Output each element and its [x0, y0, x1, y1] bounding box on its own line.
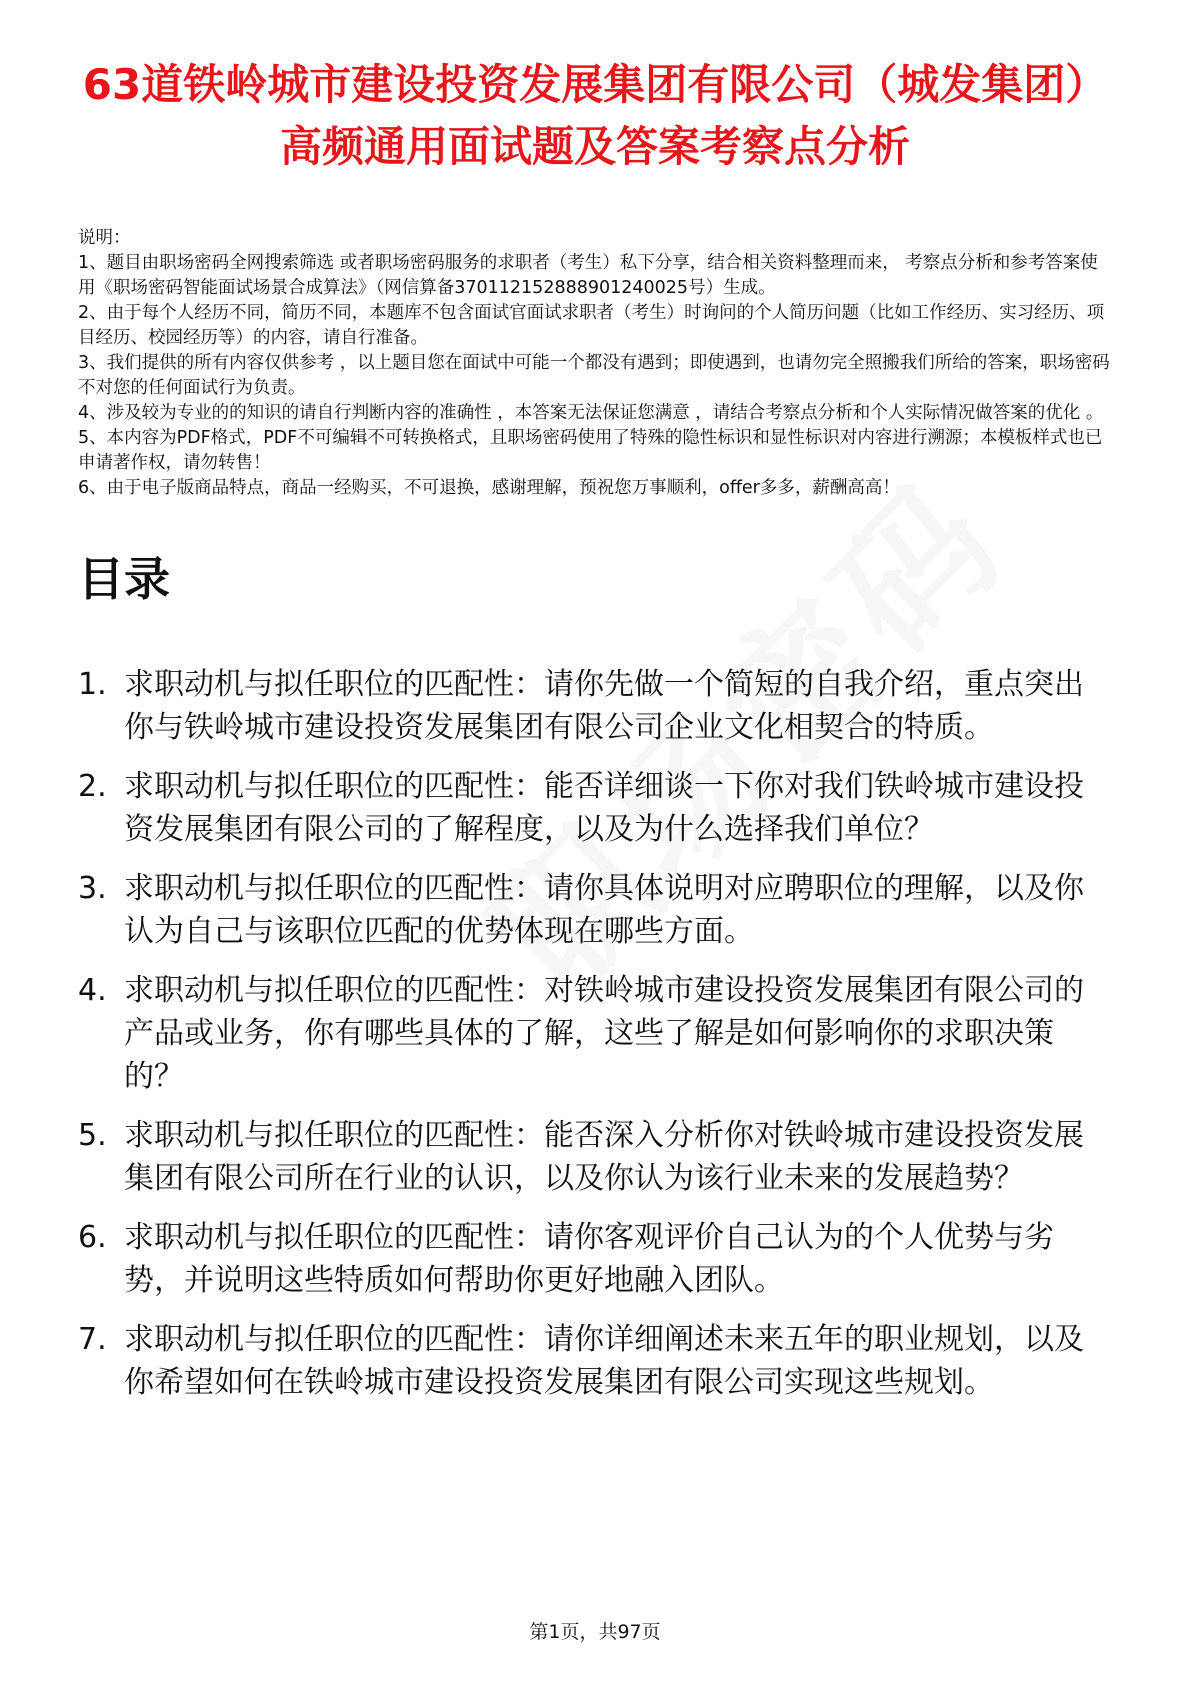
- note-item: 3、我们提供的所有内容仅供参考 ，以上题目您在面试中可能一个都没有遇到；即使遇到，也请勿完全照搬我们所给的答案，职场密码不对您的任何面试行为负责。: [78, 353, 1110, 398]
- toc-item[interactable]: [78, 765, 1112, 851]
- note-item: 2、由于每个人经历不同，简历不同，本题库不包含面试官面试求职者（考生）时询问的个人简历问题（比如工作经历、实习经历、项目经历、校园经历等）的内容，请自行准备。: [78, 303, 1105, 348]
- toc-item-text[interactable]: 求职动机与拟任职位的匹配性：对铁岭城市建设投资发展集团有限公司的产品或业务，你有哪些具体的了解，这些了解是如何影响你的求职决策的？: [124, 973, 1084, 1094]
- toc-item[interactable]: [78, 867, 1112, 953]
- toc-item-text[interactable]: 求职动机与拟任职位的匹配性：请你客观评价自己认为的个人优势与劣势，并说明这些特质如何帮助你更好地融入团队。: [124, 1220, 1054, 1298]
- toc-item-text[interactable]: 求职动机与拟任职位的匹配性：请你具体说明对应聘职位的理解，以及你认为自己与该职位匹配的优势体现在哪些方面。: [124, 871, 1084, 949]
- notes-section: [78, 226, 1112, 501]
- note-item: 4、涉及较为专业的的知识的请自行判断内容的准确性 ，本答案无法保证您满意 ，请结合考察点分析和个人实际情况做答案的优化 。: [78, 403, 1104, 423]
- toc-item-number: 7.: [78, 1322, 107, 1357]
- toc-item-text[interactable]: 求职动机与拟任职位的匹配性：请你先做一个简短的自我介绍，重点突出你与铁岭城市建设投资发展集团有限公司企业文化相契合的特质。: [124, 667, 1084, 745]
- toc-item[interactable]: [78, 1318, 1112, 1404]
- toc-item-number: 1.: [78, 667, 107, 702]
- toc-item-number: 5.: [78, 1118, 107, 1153]
- note-item: 5、本内容为PDF格式，PDF不可编辑不可转换格式，且职场密码使用了特殊的隐性标识和显性标识对内容进行溯源；本模板样式也已申请著作权，请勿转售！: [78, 428, 1103, 473]
- toc-item-number: 2.: [78, 769, 107, 804]
- toc-heading: 目录: [78, 552, 170, 606]
- toc-item-number: 4.: [78, 973, 107, 1008]
- toc-list: [78, 663, 1112, 1404]
- toc-item-text[interactable]: 求职动机与拟任职位的匹配性：能否深入分析你对铁岭城市建设投资发展集团有限公司所在行业的认识，以及你认为该行业未来的发展趋势？: [124, 1118, 1084, 1196]
- toc-item[interactable]: [78, 663, 1112, 749]
- toc-item-number: 6.: [78, 1220, 107, 1255]
- page-content: [78, 0, 1112, 1404]
- toc-item-number: 3.: [78, 871, 107, 906]
- notes-heading: 说明：: [78, 228, 131, 248]
- toc-item[interactable]: [78, 969, 1112, 1098]
- document-title: 63道铁岭城市建设投资发展集团有限公司（城发集团）高频通用面试题及答案考察点分析: [82, 60, 1108, 171]
- note-item: 6、由于电子版商品特点，商品一经购买，不可退换，感谢理解，预祝您万事顺利，offer多多，薪酬高高！: [78, 478, 900, 498]
- note-item: 1、题目由职场密码全网搜索筛选 或者职场密码服务的求职者（考生）私下分享，结合相关资料整理而来， 考察点分析和参考答案使用《职场密码智能面试场景合成算法》（网信算备370112152888901240025号）生成。: [78, 253, 1098, 298]
- toc-item[interactable]: [78, 1114, 1112, 1200]
- page-footer: 第1页，共97页: [529, 1621, 661, 1643]
- toc-item-text[interactable]: 求职动机与拟任职位的匹配性：能否详细谈一下你对我们铁岭城市建设投资发展集团有限公司的了解程度，以及为什么选择我们单位？: [124, 769, 1084, 847]
- toc-item-text[interactable]: 求职动机与拟任职位的匹配性：请你详细阐述未来五年的职业规划，以及你希望如何在铁岭城市建设投资发展集团有限公司实现这些规划。: [124, 1322, 1084, 1400]
- toc-item[interactable]: [78, 1216, 1112, 1302]
